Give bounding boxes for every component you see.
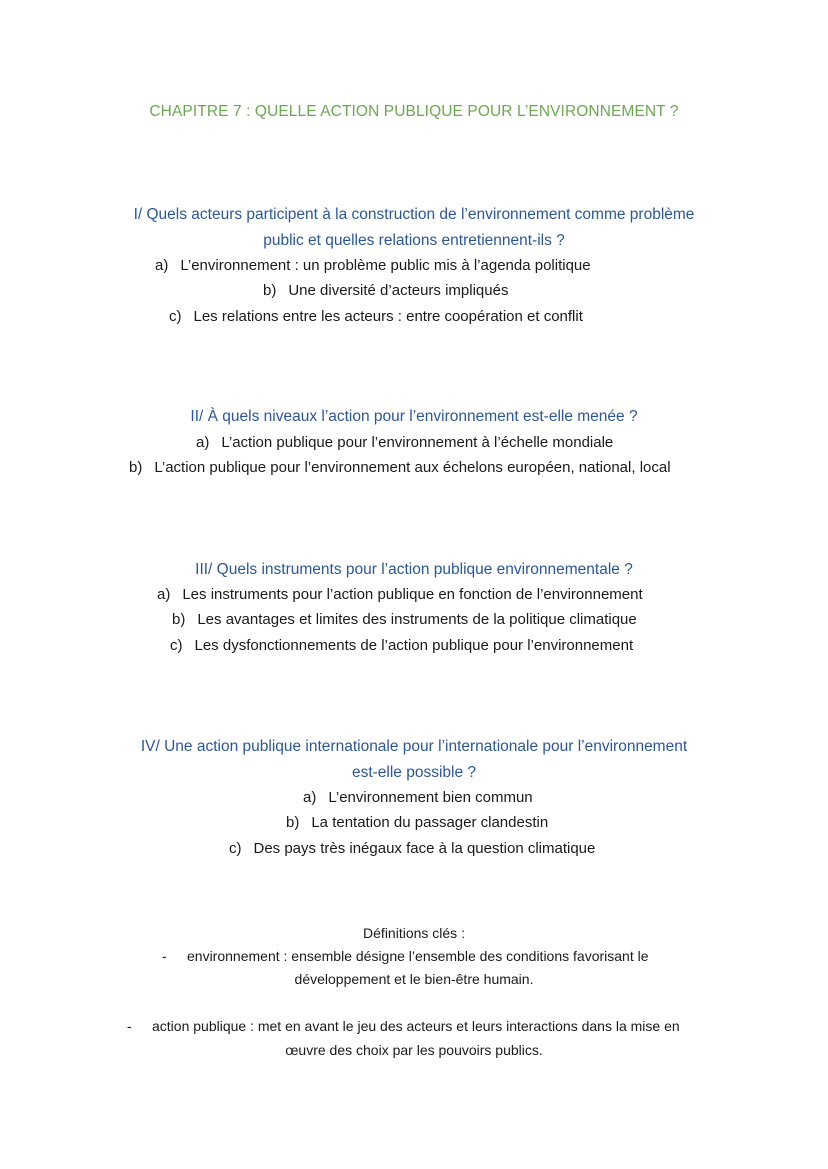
item-label: b) xyxy=(286,814,300,831)
section-3-heading: III/ Quels instruments pour l’action publique environnementale ? xyxy=(195,561,633,578)
section-3-item-c xyxy=(170,637,633,654)
item-label: b) xyxy=(263,282,277,299)
definition-1-line-1: environnement : ensemble désigne l’ensemble des conditions favorisant le xyxy=(187,948,649,964)
section-2-item-b xyxy=(129,459,671,476)
item-text: Une diversité d’acteurs impliqués xyxy=(288,282,509,299)
definition-2-line-1: action publique : met en avant le jeu des acteurs et leurs interactions dans la mise en xyxy=(152,1018,680,1034)
section-1-item-b xyxy=(263,282,508,299)
item-label: c) xyxy=(170,637,183,654)
section-1-heading-line-2: public et quelles relations entretiennent-ils ? xyxy=(263,232,565,249)
item-label: a) xyxy=(303,789,317,806)
item-label: b) xyxy=(129,459,143,476)
section-2-heading: II/ À quels niveaux l’action pour l’environnement est-elle menée ? xyxy=(190,408,638,425)
item-text: L’action publique pour l’environnement à l’échelle mondiale xyxy=(221,434,614,451)
item-text: Les relations entre les acteurs : entre coopération et conflit xyxy=(193,308,583,325)
section-4-heading-line-2: est-elle possible ? xyxy=(351,764,477,781)
section-4-item-a xyxy=(303,789,533,806)
item-label: c) xyxy=(229,840,242,857)
item-label: c) xyxy=(169,308,182,325)
item-text: Des pays très inégaux face à la question climatique xyxy=(253,840,596,857)
item-text: L’action publique pour l’environnement aux échelons européen, national, local xyxy=(154,459,671,476)
item-label: a) xyxy=(155,257,169,274)
section-1-item-a xyxy=(155,257,591,274)
definition-1-bullet: - xyxy=(162,948,167,964)
section-4-item-c xyxy=(229,840,595,857)
item-text: La tentation du passager clandestin xyxy=(311,814,549,831)
item-label: a) xyxy=(196,434,210,451)
item-text: Les dysfonctionnements de l’action publique pour l’environnement xyxy=(194,637,634,654)
item-text: L’environnement : un problème public mis à l’agenda politique xyxy=(180,257,591,274)
definition-2-bullet: - xyxy=(127,1018,132,1034)
section-3-item-a xyxy=(157,586,643,603)
definition-2-line-2: œuvre des choix par les pouvoirs publics. xyxy=(285,1042,543,1058)
section-4-item-b xyxy=(286,814,548,831)
item-label: b) xyxy=(172,611,186,628)
item-text: L’environnement bien commun xyxy=(328,789,533,806)
section-2-item-a xyxy=(196,434,613,451)
item-text: Les avantages et limites des instruments de la politique climatique xyxy=(197,611,637,628)
section-3-item-b xyxy=(172,611,637,628)
section-1-item-c xyxy=(169,308,583,325)
definition-1-line-2: développement et le bien-être humain. xyxy=(294,971,534,987)
section-4-heading-line-1: IV/ Une action publique internationale pour l’internationale pour l’environnement xyxy=(140,738,688,755)
definitions-heading: Définitions clés : xyxy=(363,925,465,941)
page-title: CHAPITRE 7 : QUELLE ACTION PUBLIQUE POUR L’ENVIRONNEMENT ? xyxy=(149,103,679,120)
item-label: a) xyxy=(157,586,171,603)
section-1-heading-line-1: I/ Quels acteurs participent à la construction de l’environnement comme problème xyxy=(133,206,695,223)
item-text: Les instruments pour l’action publique en fonction de l’environnement xyxy=(182,586,643,603)
